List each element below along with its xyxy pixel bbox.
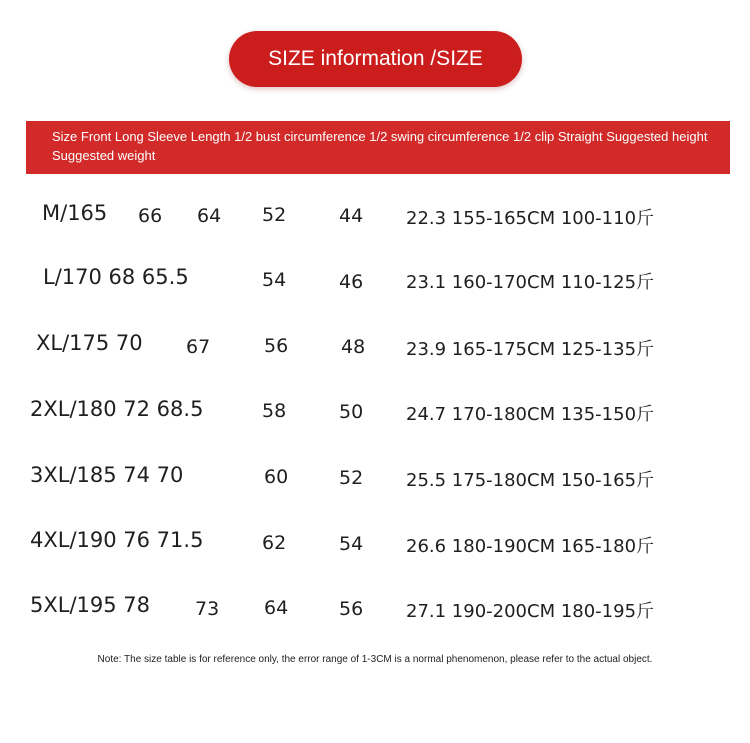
size-label: L/170 68 65.5 — [43, 265, 189, 289]
value-cell: 64 — [197, 205, 222, 227]
height-weight-cell: 23.9 165-175CM 125-135斤 — [406, 339, 655, 360]
size-label: 3XL/185 74 70 — [30, 463, 184, 487]
height-weight-cell: 25.5 175-180CM 150-165斤 — [406, 470, 655, 491]
size-label: 2XL/180 72 68.5 — [30, 397, 204, 421]
value-cell: 44 — [339, 205, 364, 227]
value-cell: 52 — [339, 467, 364, 489]
size-table-note: Note: The size table is for reference only, the error range of 1-3CM is a normal phenomenon, please refer to the actual object. — [97, 654, 653, 665]
value-cell: 66 — [138, 205, 163, 227]
height-weight-cell: 27.1 190-200CM 180-195斤 — [406, 601, 655, 622]
value-cell: 54 — [262, 269, 287, 291]
value-cell: 73 — [195, 598, 220, 620]
value-cell: 62 — [262, 532, 287, 554]
value-cell: 67 — [186, 336, 211, 358]
value-cell: 58 — [262, 400, 287, 422]
value-cell: 52 — [262, 204, 287, 226]
value-cell: 46 — [339, 271, 364, 293]
size-label: 4XL/190 76 71.5 — [30, 528, 204, 552]
value-cell: 48 — [341, 336, 366, 358]
column-header-banner: Size Front Long Sleeve Length 1/2 bust circumference 1/2 swing circumference 1/2 clip Straight Suggested height Suggested weight — [26, 121, 730, 174]
value-cell: 56 — [339, 598, 364, 620]
height-weight-cell: 26.6 180-190CM 165-180斤 — [406, 536, 655, 557]
size-label: 5XL/195 78 — [30, 593, 151, 617]
value-cell: 56 — [264, 335, 289, 357]
value-cell: 50 — [339, 401, 364, 423]
height-weight-cell: 23.1 160-170CM 110-125斤 — [406, 272, 655, 293]
value-cell: 54 — [339, 533, 364, 555]
height-weight-cell: 24.7 170-180CM 135-150斤 — [406, 404, 655, 425]
size-info-title: SIZE information /SIZE — [229, 31, 522, 87]
value-cell: 60 — [264, 466, 289, 488]
value-cell: 64 — [264, 597, 289, 619]
height-weight-cell: 22.3 155-165CM 100-110斤 — [406, 208, 655, 229]
size-label: XL/175 70 — [36, 331, 143, 355]
size-label: M/165 — [42, 201, 108, 225]
